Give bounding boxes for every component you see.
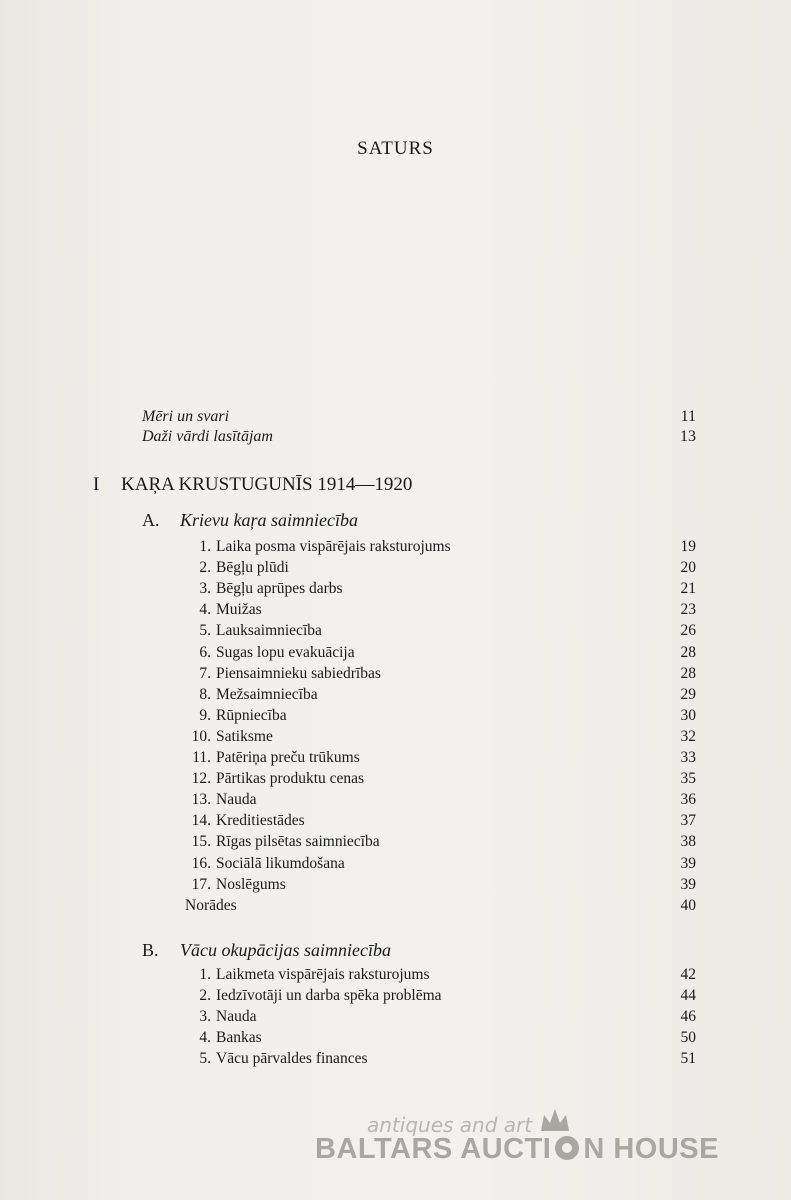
toc-item-number: 3.: [199, 580, 211, 598]
toc-item-text: Laikmeta vispārējais raksturojums: [216, 966, 430, 983]
toc-item-number: 17.: [191, 875, 211, 893]
toc-item-number: 14.: [191, 812, 211, 830]
toc-item-number: 16.: [191, 854, 211, 872]
toc-item: [0, 770, 696, 790]
toc-item-number: 8.: [199, 685, 211, 703]
toc-item-page: 35: [680, 770, 696, 788]
toc-item-page: 23: [680, 601, 696, 619]
auction-watermark: [0, 1105, 791, 1195]
toc-item-page: 28: [680, 664, 696, 682]
crown-icon: [538, 1105, 572, 1135]
toc-item-page: 44: [680, 987, 696, 1005]
toc-item-text: Lauksaimniecība: [216, 622, 322, 640]
toc-item: [0, 622, 696, 642]
part-heading: [93, 474, 412, 496]
toc-item-page: 38: [680, 833, 696, 851]
toc-item-number: 6.: [199, 643, 211, 661]
toc-item-text: Iedzīvotāji un darba spēka problēma: [216, 987, 442, 1005]
toc-item-page: 29: [680, 685, 696, 703]
section-heading-a: [142, 510, 358, 531]
watermark-brand-end: N HOUSE: [583, 1133, 719, 1165]
watermark-tagline: antiques and art: [367, 1113, 533, 1137]
toc-item: [0, 1050, 696, 1070]
toc-item-page: 28: [680, 643, 696, 661]
toc-item: [0, 897, 696, 917]
toc-item: [0, 749, 696, 769]
toc-item-number: 7.: [199, 664, 211, 682]
toc-item-number: 4.: [199, 601, 211, 619]
toc-item-text: Muižas: [216, 601, 262, 619]
toc-entry-page: 13: [680, 428, 696, 445]
toc-item-page: 40: [680, 896, 696, 914]
toc-item: [0, 833, 696, 853]
toc-item-number: 2.: [199, 987, 211, 1005]
toc-item-text: Bēgļu aprūpes darbs: [216, 580, 343, 598]
toc-item: [0, 1008, 696, 1028]
toc-item-page: 51: [680, 1050, 696, 1068]
toc-item-text: Satiksme: [216, 727, 273, 745]
part-title: KAŖA KRUSTUGUNĪS 1914—1920: [121, 474, 413, 495]
toc-item: [0, 855, 696, 875]
toc-item-number: 15.: [191, 833, 211, 851]
toc-item-text: Pārtikas produktu cenas: [216, 770, 365, 788]
watermark-o-circle-icon: [552, 1135, 582, 1161]
toc-item-number: 2.: [199, 559, 211, 577]
toc-item-number: 12.: [191, 770, 211, 788]
toc-item-page: 46: [680, 1008, 696, 1026]
toc-item-page: 36: [680, 791, 696, 809]
toc-item-page: 39: [680, 875, 696, 893]
toc-item-number: 3.: [199, 1008, 211, 1026]
toc-item-text: Sugas lopu evakuācija: [216, 643, 355, 661]
toc-item-text: Kreditiestādes: [216, 812, 305, 830]
toc-item-page: 26: [680, 622, 696, 640]
toc-item: [0, 728, 696, 748]
toc-item-text: Rīgas pilsētas saimniecība: [216, 833, 380, 851]
toc-item-text: Nauda: [216, 1008, 257, 1026]
toc-item: [0, 644, 696, 664]
toc-item-text: Piensaimnieku sabiedrības: [216, 664, 381, 682]
toc-item-page: 21: [680, 580, 696, 598]
toc-item-number: 10.: [191, 727, 211, 745]
toc-item-number: 4.: [199, 1029, 211, 1047]
toc-entry-label: Mēri un svari: [142, 408, 230, 425]
toc-item-number: 1.: [199, 966, 211, 983]
toc-item-page: 32: [680, 727, 696, 745]
toc-item-text: Laika posma vispārējais raksturojums: [216, 538, 451, 555]
toc-entry-measures: [142, 408, 696, 428]
toc-item: [0, 580, 696, 600]
toc-item: [0, 538, 696, 558]
toc-item: [0, 987, 696, 1007]
section-title: Vācu okupācijas saimniecība: [180, 940, 391, 960]
section-heading-b: [142, 940, 391, 961]
toc-item: [0, 1029, 696, 1049]
toc-item: [0, 686, 696, 706]
toc-item-text: Mežsaimniecība: [216, 685, 318, 703]
toc-item: [0, 665, 696, 685]
toc-item: [0, 812, 696, 832]
toc-item-page: 33: [680, 749, 696, 766]
toc-item-text: Nauda: [216, 791, 257, 809]
toc-item-page: 37: [680, 812, 696, 830]
toc-item-text: Patēriņa preču trūkums: [216, 749, 360, 766]
toc-item-page: 39: [680, 854, 696, 872]
watermark-brand-start: BALTARS AUCTI: [315, 1133, 552, 1165]
toc-item-number: 5.: [199, 622, 211, 640]
page-title: SATURS: [357, 138, 434, 159]
part-roman-numeral: I: [93, 474, 100, 495]
section-letter: A.: [142, 510, 160, 530]
toc-item-page: 20: [680, 559, 696, 577]
toc-item-text: Rūpniecība: [216, 706, 287, 724]
toc-item-text: Sociālā likumdošana: [216, 854, 345, 872]
toc-item: [0, 876, 696, 896]
toc-item-number: 13.: [191, 791, 211, 809]
toc-item-text: Vācu pārvaldes finances: [216, 1050, 368, 1068]
toc-item-text: Noslēgums: [216, 875, 286, 893]
toc-item-page: 19: [680, 538, 696, 555]
toc-item: [0, 966, 696, 986]
toc-item-page: 50: [680, 1029, 696, 1047]
section-title: Krievu kaŗa saimniecība: [180, 510, 358, 530]
toc-entry-label: Daži vārdi lasītājam: [142, 428, 273, 445]
toc-item: [0, 707, 696, 727]
section-letter: B.: [142, 940, 159, 960]
toc-item-number: 9.: [199, 706, 211, 724]
toc-item-text: Bankas: [216, 1029, 262, 1047]
toc-item-number: 1.: [199, 538, 211, 555]
watermark-brand: [315, 1133, 719, 1166]
toc-item-number: 5.: [199, 1050, 211, 1068]
toc-entry-page: 11: [680, 408, 696, 425]
toc-entry-foreword: [142, 428, 696, 448]
toc-item-page: 30: [680, 706, 696, 724]
toc-item: [0, 601, 696, 621]
toc-item-text: Bēgļu plūdi: [216, 559, 289, 577]
toc-item: [0, 559, 696, 579]
toc-item-page: 42: [680, 966, 696, 983]
toc-item-number: 11.: [192, 749, 211, 766]
toc-item: [0, 791, 696, 811]
toc-item-text: Norādes: [185, 896, 237, 914]
